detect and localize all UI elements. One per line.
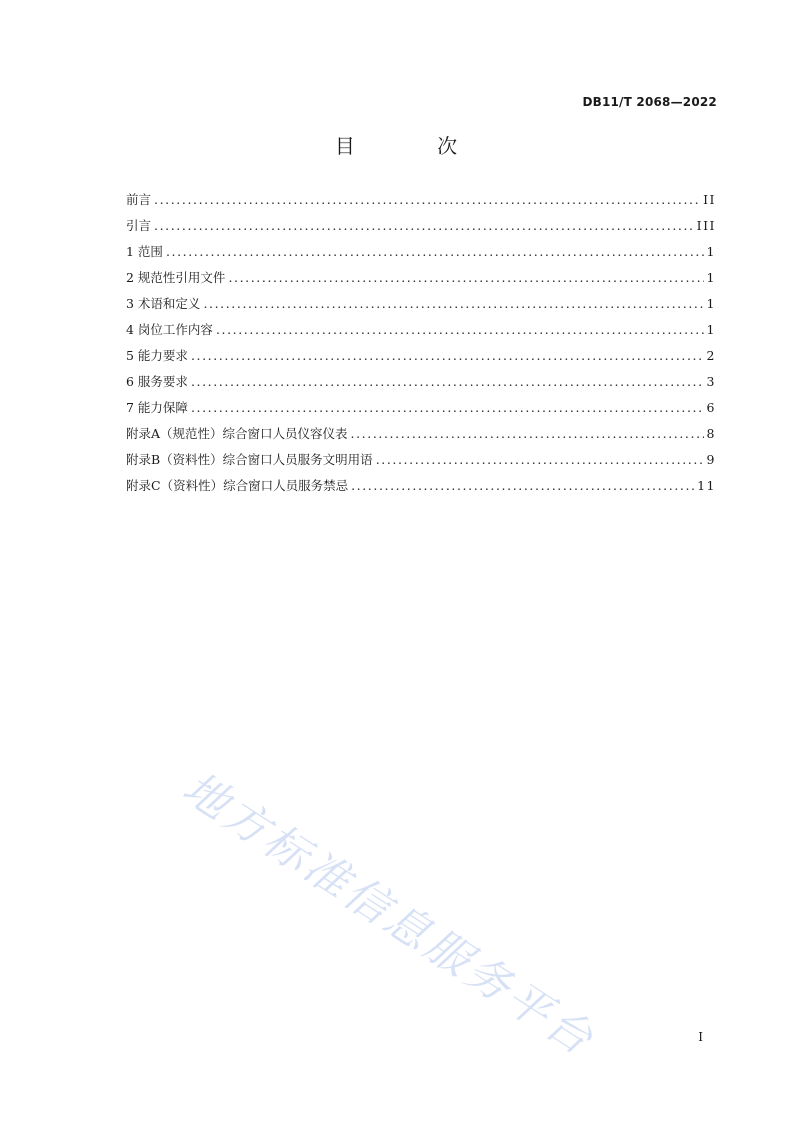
toc-entry-page: 8 [706,426,716,441]
doc-code: DB11/T 2068—2022 [582,95,717,109]
toc-leader [166,244,704,259]
watermark: 地方标准信息服务平台 [173,762,604,1067]
toc-entry[interactable] [126,216,716,242]
toc-leader [191,400,704,415]
toc-entry-label: 1 范围 [126,244,163,259]
toc-entry-page: 1 [706,296,716,311]
toc-entry-page: 9 [706,452,716,467]
toc-entry[interactable] [126,476,716,502]
toc-leader [216,322,704,337]
toc-title: 目 次 [334,134,496,158]
toc-leader [154,192,700,207]
toc-entry[interactable] [126,242,716,268]
toc-entry-label: 5 能力要求 [126,348,188,363]
toc-entry-page: 2 [706,348,716,363]
toc-leader [351,478,694,493]
toc-entry-page: 6 [706,400,716,415]
toc-entry-label: 6 服务要求 [126,374,188,389]
toc-entry-page: 1 [706,270,716,285]
toc-entry-label: 附录C（资料性）综合窗口人员服务禁忌 [126,478,349,493]
toc-leader [376,452,704,467]
toc-entry-label: 引言 [126,218,152,233]
toc-entry-page: 1 [706,244,716,259]
toc-entry-label: 2 规范性引用文件 [126,270,226,285]
toc-list [126,190,716,502]
toc-entry-label: 7 能力保障 [126,400,188,415]
toc-leader [154,218,694,233]
toc-entry[interactable] [126,398,716,424]
toc-entry[interactable] [126,190,716,216]
toc-entry-label: 前言 [126,192,152,207]
toc-entry-label: 4 岗位工作内容 [126,322,213,337]
toc-leader [191,374,704,389]
toc-entry-page: III [696,218,716,233]
toc-entry-label: 附录A（规范性）综合窗口人员仪容仪表 [126,426,348,441]
toc-entry[interactable] [126,450,716,476]
toc-leader [191,348,704,363]
toc-entry[interactable] [126,424,716,450]
toc-entry-page: II [703,192,716,207]
toc-entry[interactable] [126,346,716,372]
toc-entry-page: 11 [697,478,716,493]
toc-entry-page: 1 [706,322,716,337]
toc-leader [351,426,704,441]
toc-entry-label: 3 术语和定义 [126,296,201,311]
toc-entry-page: 3 [706,374,716,389]
page-number: I [698,1030,703,1044]
toc-entry[interactable] [126,320,716,346]
toc-entry[interactable] [126,268,716,294]
toc-entry-label: 附录B（资料性）综合窗口人员服务文明用语 [126,452,373,467]
toc-entry[interactable] [126,294,716,320]
toc-leader [203,296,703,311]
toc-leader [228,270,703,285]
toc-entry[interactable] [126,372,716,398]
